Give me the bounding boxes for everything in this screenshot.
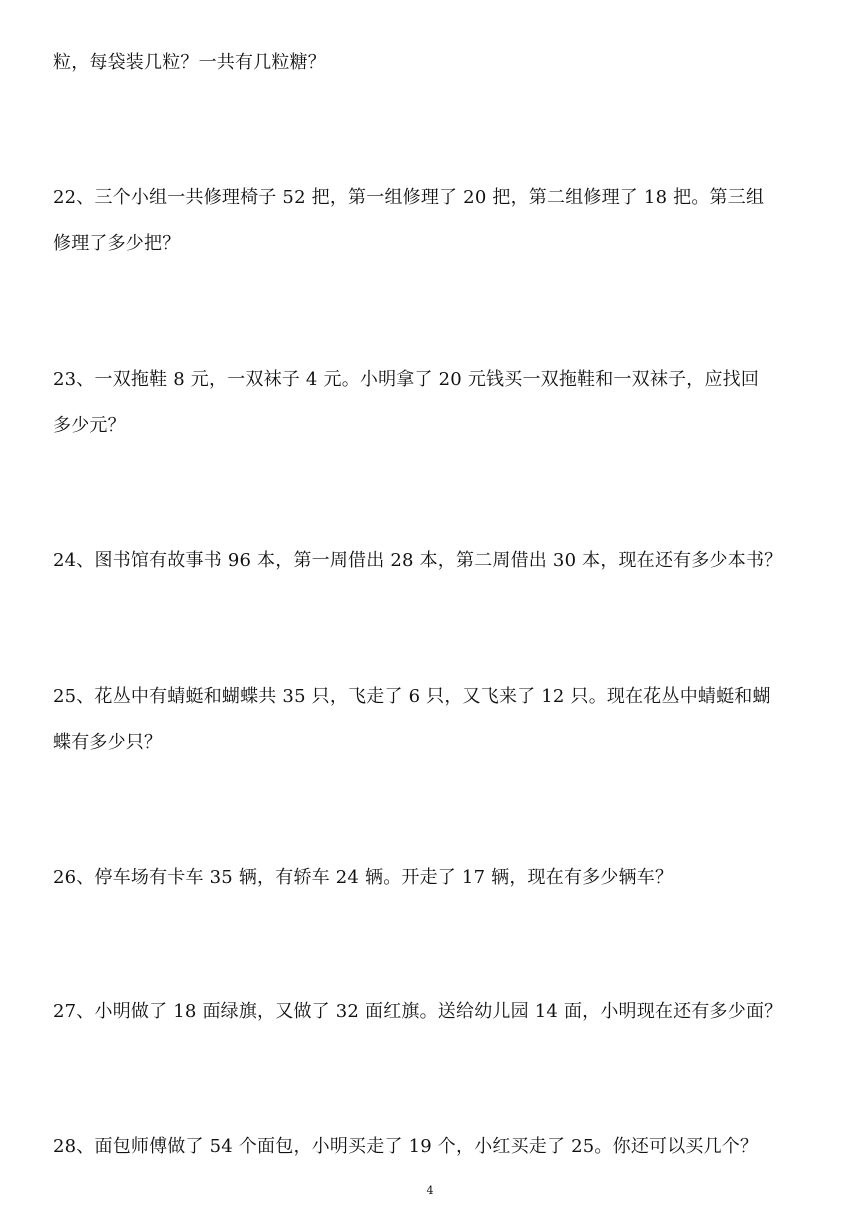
problem-23-line-2: 多少元？ — [53, 415, 126, 436]
page-number: 4 — [426, 1184, 434, 1197]
problem-25-line-2: 蝶有多少只？ — [53, 732, 163, 753]
problem-25-line-1: 25、花丛中有蜻蜓和蝴蝶共 35 只，飞走了 6 只，又飞来了 12 只。现在花丛中蜻蜓和蝴 — [53, 686, 771, 707]
problem-28: 28、面包师傅做了 54 个面包，小明买走了 19 个，小红买走了 25。你还可以买几个？ — [53, 1136, 759, 1157]
problem-26: 26、停车场有卡车 35 辆，有轿车 24 辆。开走了 17 辆，现在有多少辆车？ — [53, 867, 674, 888]
problem-22-line-2: 修理了多少把？ — [53, 233, 181, 254]
problem-23-line-1: 23、一双拖鞋 8 元，一双袜子 4 元。小明拿了 20 元钱买一双拖鞋和一双袜子，应找回 — [53, 369, 760, 390]
problem-24: 24、图书馆有故事书 96 本，第一周借出 28 本，第二周借出 30 本，现在还有多少本书？ — [53, 550, 783, 571]
problem-27: 27、小明做了 18 面绿旗，又做了 32 面红旗。送给幼儿园 14 面，小明现在还有多少面？ — [53, 1001, 783, 1022]
problem-21-continuation: 粒，每袋装几粒？一共有几粒糖？ — [53, 52, 326, 73]
problem-22-line-1: 22、三个小组一共修理椅子 52 把，第一组修理了 20 把，第二组修理了 18 把。第三组 — [53, 187, 765, 208]
